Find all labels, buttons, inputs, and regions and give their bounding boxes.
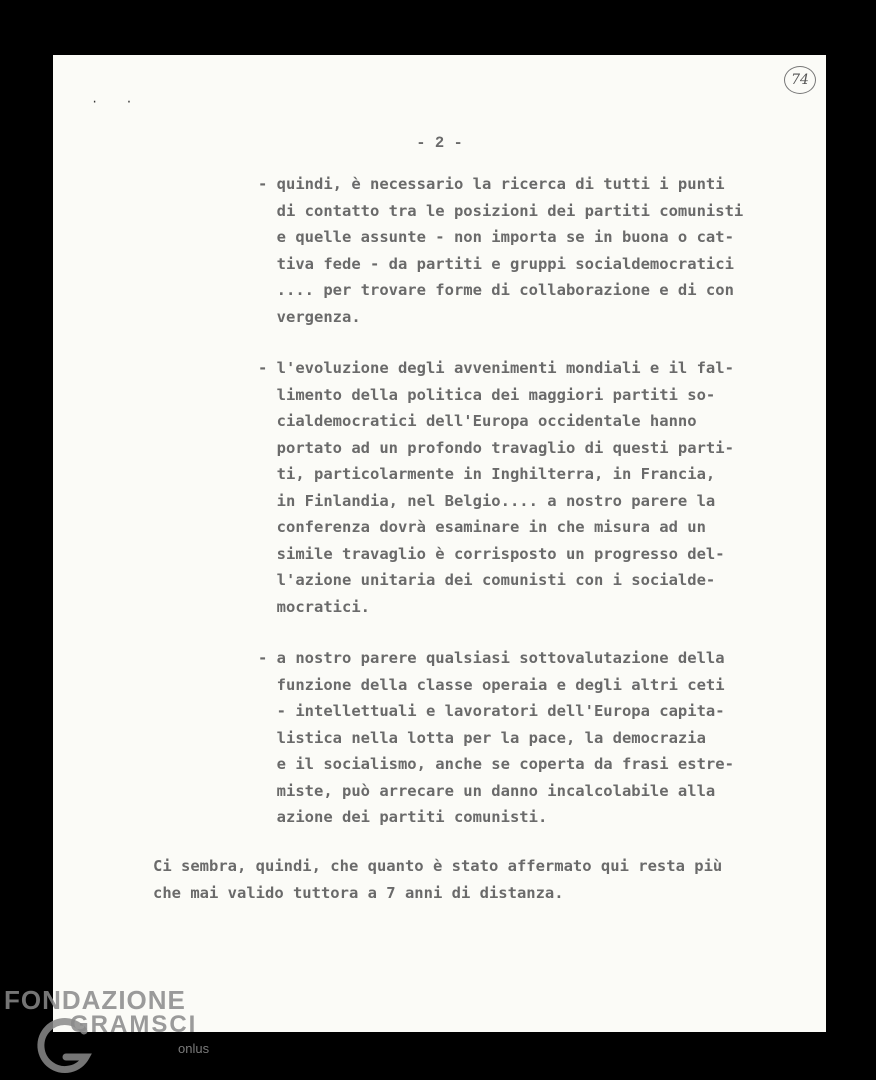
watermark-line-3: onlus bbox=[178, 1041, 210, 1056]
archive-number-stamp: 74 bbox=[784, 66, 816, 94]
fondazione-gramsci-watermark bbox=[4, 985, 224, 1080]
document-page bbox=[53, 55, 826, 1032]
watermark-line-1: FONDAZIONE bbox=[4, 985, 186, 1015]
closing-paragraph: Ci sembra, quindi, che quanto è stato affermato qui resta più che mai valido tuttora a 7 anni di distanza. bbox=[153, 857, 723, 902]
page-number: - 2 - bbox=[416, 134, 463, 152]
paragraph-bullet-3: - a nostro parere qualsiasi sottovalutazione della funzione della classe operaia e degli altri ceti - intellettuali e lavoratori dell'Europa capita- listica nella lotta per la pace, la democrazia e il socialismo, anche se coperta da frasi estre- miste, può arrecare un danno incalcolabile alla azione dei partiti comunisti. bbox=[258, 649, 734, 826]
paragraph-bullet-1: - quindi, è necessario la ricerca di tutti i punti di contatto tra le posizioni dei partiti comunisti e quelle assunte - non importa se in buona o cat- tiva fede - da partiti e gruppi socialdemocratici .... per trovare forme di collaborazione e di con vergenza. bbox=[258, 175, 744, 326]
corner-marks: · · bbox=[91, 95, 143, 109]
paragraph-bullet-2: - l'evoluzione degli avvenimenti mondiali e il fal- limento della politica dei maggiori partiti so- cialdemocratici dell'Europa occidentale hanno portato ad un profondo travaglio di questi parti- ti, particolarmente in Inghilterra, in Francia, in Finlandia, nel Belgio.... a nostro parere la conferenza dovrà esaminare in che misura ad un simile travaglio è corrisposto un progresso del- l'azione unitaria dei comunisti con i socialde- mocratici. bbox=[258, 359, 734, 616]
watermark-line-2: GRAMSCI bbox=[70, 1011, 198, 1038]
